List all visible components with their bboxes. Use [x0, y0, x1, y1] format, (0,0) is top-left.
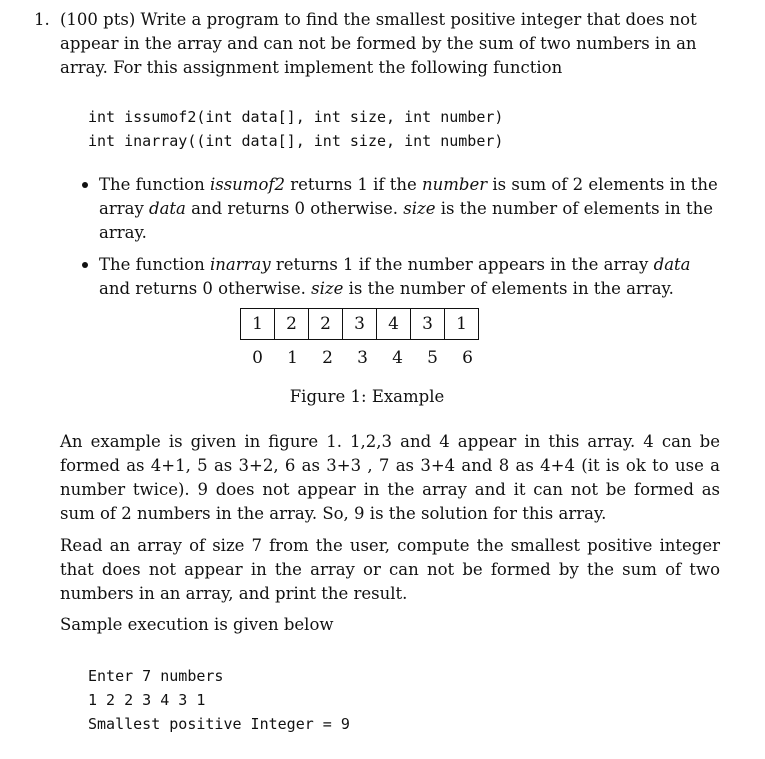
function-name: inarray — [209, 255, 271, 274]
text: The function — [99, 255, 210, 274]
bullet-issumof2 — [78, 173, 723, 245]
array-cell: 1 — [445, 309, 479, 340]
bullet-dot — [82, 182, 88, 188]
task-paragraph: Read an array of size 7 from the user, compute the smallest positive integer that does not appear in the array or can not be formed by the sum of two numbers in an array, and print the result. — [60, 536, 720, 603]
array-indices — [240, 348, 485, 368]
arg-name: number — [422, 175, 488, 194]
arg-name: data — [149, 199, 186, 218]
array-index: 6 — [462, 348, 473, 368]
array-cell: 2 — [275, 309, 309, 340]
bullet-dot — [82, 262, 88, 268]
function-signature-inarray: int inarray((int data[], int size, int number) — [88, 132, 504, 150]
example-paragraph: An example is given in figure 1. 1,2,3 and 4 appear in this array. 4 can be formed as 4+1, 5 as 3+2, 6 as 3+3 , 7 as 3+4 and 8 as 4+4 (it is ok to use a number twice). 9 does not appear in the array and it can not be formed as sum of 2 numbers in the array. So, 9 is the solution for this array. — [60, 432, 720, 523]
array-cell: 4 — [377, 309, 411, 340]
example-array — [240, 308, 479, 340]
text: returns 1 if the number appears in the array — [270, 255, 654, 274]
array-cell: 1 — [241, 309, 275, 340]
array-index: 1 — [287, 348, 298, 368]
problem-number: 1. — [34, 10, 50, 29]
figure-caption: Figure 1: Example — [289, 387, 445, 406]
array-cell: 2 — [309, 309, 343, 340]
array-cell: 3 — [411, 309, 445, 340]
array-index: 5 — [427, 348, 438, 368]
function-descriptions — [78, 173, 723, 309]
text: is the number of elements in the array. — [99, 199, 713, 242]
problem-text: Write a program to find the smallest positive integer that does not appear in the array and can not be formed by the sum of two numbers in an array. For this assignment implement the following function — [60, 10, 697, 77]
function-signature-issumof2: int issumof2(int data[], int size, int number) — [88, 108, 504, 126]
sample-line-prompt: Enter 7 numbers — [88, 667, 224, 685]
problem-points: (100 pts) — [60, 10, 136, 29]
arg-name: size — [403, 199, 436, 218]
problem-statement — [34, 8, 724, 80]
sample-line-result: Smallest positive Integer = 9 — [88, 715, 350, 733]
sample-line-input: 1 2 2 3 4 3 1 — [88, 691, 206, 709]
array-index: 4 — [392, 348, 403, 368]
arg-name: data — [653, 255, 691, 274]
array-index: 3 — [357, 348, 368, 368]
bullet-inarray — [78, 253, 723, 301]
text: returns 1 if the — [285, 175, 423, 194]
text: and returns 0 otherwise. — [99, 279, 312, 298]
text: is the number of elements in the array. — [343, 279, 674, 298]
arg-name: size — [311, 279, 344, 298]
sample-intro: Sample execution is given below — [60, 615, 334, 634]
array-cell: 3 — [343, 309, 377, 340]
array-index: 2 — [322, 348, 333, 368]
array-index: 0 — [252, 348, 263, 368]
text: is sum of 2 elements in the array — [99, 175, 718, 218]
text: The function — [99, 175, 210, 194]
function-name: issumof2 — [209, 175, 285, 194]
text: and returns 0 otherwise. — [185, 199, 404, 218]
